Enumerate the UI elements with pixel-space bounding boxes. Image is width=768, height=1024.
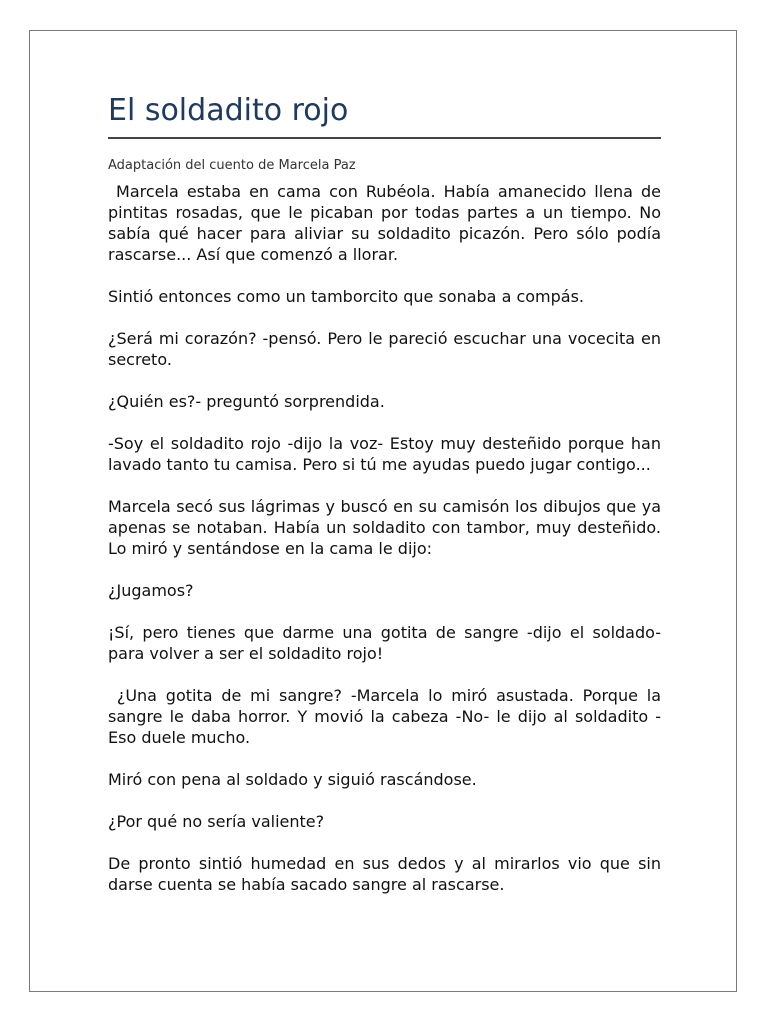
story-body bbox=[108, 181, 667, 895]
paragraph: Miró con pena al soldado y siguió rascándose. bbox=[108, 770, 477, 789]
document-title: El soldadito rojo bbox=[108, 91, 661, 139]
paragraph: Sintió entonces como un tamborcito que sonaba a compás. bbox=[108, 287, 585, 306]
document-page bbox=[29, 30, 737, 992]
paragraph: ¿Quién es?- preguntó sorprendida. bbox=[108, 392, 385, 411]
document-content bbox=[108, 91, 667, 895]
paragraph: Marcela estaba en cama con Rubéola. Había amanecido llena de pintitas rosadas, que le picaban por todas partes a un tiempo. No sabía qué hacer para aliviar su soldadito picazón. Pero sólo podía rascarse... Así que comenzó a llorar. bbox=[108, 182, 667, 264]
document-subtitle: Adaptación del cuento de Marcela Paz bbox=[108, 158, 356, 173]
paragraph: ¡Sí, pero tienes que darme una gotita de sangre -dijo el soldado- para volver a ser el soldadito rojo! bbox=[108, 623, 667, 663]
paragraph: ¿Una gotita de mi sangre? -Marcela lo miró asustada. Porque la sangre le daba horror. Y movió la cabeza -No- le dijo al soldadito -Eso duele mucho. bbox=[108, 686, 667, 747]
paragraph: De pronto sintió humedad en sus dedos y al mirarlos vio que sin darse cuenta se había sacado sangre al rascarse. bbox=[108, 854, 667, 894]
paragraph: ¿Por qué no sería valiente? bbox=[108, 812, 325, 831]
paragraph: ¿Será mi corazón? -pensó. Pero le pareció escuchar una vocecita en secreto. bbox=[108, 329, 667, 369]
paragraph: Marcela secó sus lágrimas y buscó en su camisón los dibujos que ya apenas se notaban. Había un soldadito con tambor, muy desteñido. Lo miró y sentándose en la cama le dijo: bbox=[108, 497, 667, 558]
paragraph: ¿Jugamos? bbox=[108, 581, 194, 600]
paragraph: -Soy el soldadito rojo -dijo la voz- Estoy muy desteñido porque han lavado tanto tu camisa. Pero si tú me ayudas puedo jugar contigo... bbox=[108, 434, 667, 474]
